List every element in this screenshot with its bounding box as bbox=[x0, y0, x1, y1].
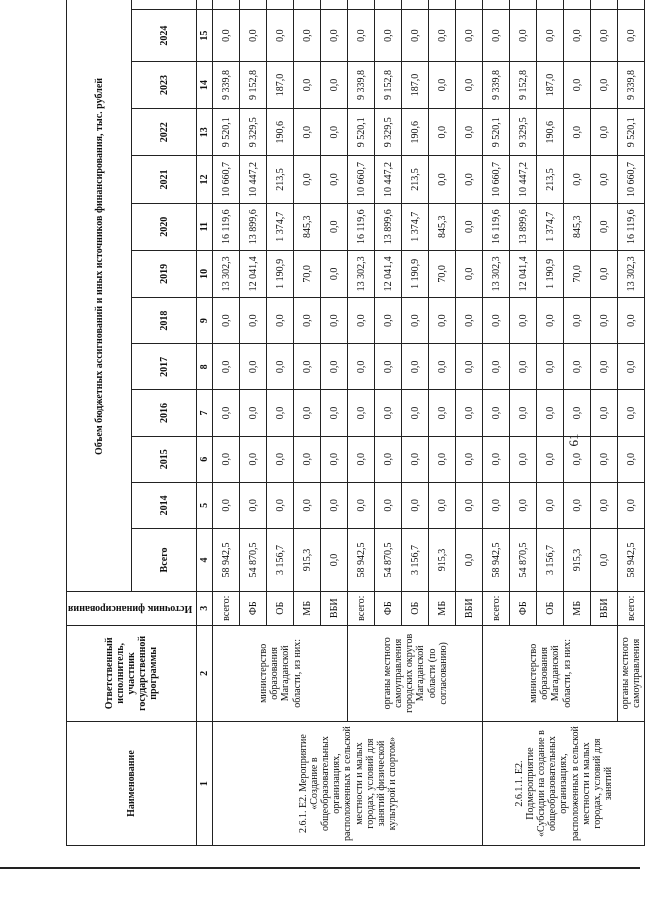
value-cell: 70,0 bbox=[294, 250, 321, 297]
value-cell: 0,0 bbox=[429, 61, 456, 108]
source-cell: ОБ bbox=[537, 591, 564, 625]
header-year: 2024 bbox=[132, 10, 197, 61]
value-cell: 0,0 bbox=[537, 436, 564, 482]
value-cell: 9 339,8 bbox=[618, 61, 645, 108]
value-cell: 0,0 bbox=[402, 482, 429, 528]
value-cell: 0,0 bbox=[456, 482, 483, 528]
value-cell: 58 942,5 bbox=[213, 528, 240, 591]
value-cell: 0,0 bbox=[294, 436, 321, 482]
value-cell: 9 520,1 bbox=[618, 109, 645, 156]
value-cell: 0,0 bbox=[213, 344, 240, 390]
value-cell: 0,0 bbox=[591, 482, 618, 528]
value-cell bbox=[240, 0, 267, 10]
page-number: 61 bbox=[566, 433, 581, 447]
value-cell bbox=[618, 0, 645, 10]
value-cell: 0,0 bbox=[510, 390, 537, 436]
source-cell: ВБИ bbox=[456, 591, 483, 625]
column-number: 3 bbox=[197, 591, 213, 625]
value-cell bbox=[483, 0, 510, 10]
value-cell: 0,0 bbox=[294, 109, 321, 156]
value-cell bbox=[348, 0, 375, 10]
value-cell: 0,0 bbox=[213, 482, 240, 528]
source-cell: ОБ bbox=[267, 591, 294, 625]
value-cell: 0,0 bbox=[294, 10, 321, 61]
value-cell: 10 660,7 bbox=[213, 156, 240, 203]
column-number: 4 bbox=[197, 528, 213, 591]
value-cell: 915,3 bbox=[294, 528, 321, 591]
value-cell: 0,0 bbox=[483, 482, 510, 528]
value-cell: 0,0 bbox=[564, 390, 591, 436]
value-cell: 0,0 bbox=[267, 10, 294, 61]
value-cell: 0,0 bbox=[213, 10, 240, 61]
header-source: Источник финансирования bbox=[67, 591, 197, 625]
value-cell: 0,0 bbox=[456, 390, 483, 436]
executor-cell: органы местного самоуправления bbox=[618, 625, 645, 722]
value-cell bbox=[213, 0, 240, 10]
source-cell: МБ bbox=[564, 591, 591, 625]
executor-cell: министерство образования Магаданской области, из них: bbox=[213, 625, 348, 722]
value-cell: 54 870,5 bbox=[510, 528, 537, 591]
value-cell: 213,5 bbox=[267, 156, 294, 203]
value-cell: 0,0 bbox=[510, 344, 537, 390]
column-number: 1 bbox=[197, 722, 213, 846]
value-cell: 1 190,9 bbox=[537, 250, 564, 297]
value-cell: 0,0 bbox=[537, 390, 564, 436]
value-cell: 3 156,7 bbox=[267, 528, 294, 591]
value-cell: 0,0 bbox=[564, 344, 591, 390]
value-cell bbox=[294, 0, 321, 10]
column-number: 13 bbox=[197, 109, 213, 156]
value-cell: 0,0 bbox=[456, 344, 483, 390]
value-cell: 0,0 bbox=[456, 298, 483, 344]
value-cell: 0,0 bbox=[456, 203, 483, 250]
source-cell: ФБ bbox=[240, 591, 267, 625]
value-cell: 0,0 bbox=[510, 436, 537, 482]
source-cell: ВБИ bbox=[321, 591, 348, 625]
value-cell: 58 942,5 bbox=[618, 528, 645, 591]
value-cell: 9 152,8 bbox=[510, 61, 537, 108]
source-cell: МБ bbox=[429, 591, 456, 625]
value-cell: 1 374,7 bbox=[402, 203, 429, 250]
source-cell: всего: bbox=[213, 591, 240, 625]
value-cell: 0,0 bbox=[456, 436, 483, 482]
value-cell: 0,0 bbox=[564, 436, 591, 482]
value-cell: 9 339,8 bbox=[483, 61, 510, 108]
value-cell: 0,0 bbox=[213, 436, 240, 482]
value-cell: 0,0 bbox=[240, 298, 267, 344]
header-year: 2015 bbox=[132, 436, 197, 482]
value-cell: 0,0 bbox=[618, 344, 645, 390]
value-cell: 0,0 bbox=[618, 10, 645, 61]
value-cell: 12 041,4 bbox=[375, 250, 402, 297]
column-number: 5 bbox=[197, 482, 213, 528]
value-cell: 0,0 bbox=[267, 436, 294, 482]
value-cell: 0,0 bbox=[294, 390, 321, 436]
value-cell: 0,0 bbox=[348, 10, 375, 61]
value-cell: 0,0 bbox=[321, 390, 348, 436]
value-cell: 845,3 bbox=[294, 203, 321, 250]
value-cell: 10 447,2 bbox=[375, 156, 402, 203]
value-cell: 0,0 bbox=[294, 482, 321, 528]
column-number: 2 bbox=[197, 625, 213, 722]
value-cell: 0,0 bbox=[375, 436, 402, 482]
executor-cell: министерство образования Магаданской области, из них: bbox=[483, 625, 618, 722]
value-cell: 9 339,8 bbox=[213, 61, 240, 108]
header-year: 2014 bbox=[132, 482, 197, 528]
value-cell: 70,0 bbox=[564, 250, 591, 297]
value-cell: 1 190,9 bbox=[267, 250, 294, 297]
value-cell: 0,0 bbox=[321, 344, 348, 390]
value-cell: 0,0 bbox=[429, 390, 456, 436]
value-cell: 0,0 bbox=[375, 10, 402, 61]
value-cell: 13 302,3 bbox=[618, 250, 645, 297]
source-cell: ФБ bbox=[510, 591, 537, 625]
value-cell: 0,0 bbox=[213, 298, 240, 344]
value-cell: 0,0 bbox=[402, 344, 429, 390]
value-cell: 13 302,3 bbox=[348, 250, 375, 297]
value-cell: 0,0 bbox=[294, 61, 321, 108]
value-cell: 0,0 bbox=[591, 436, 618, 482]
value-cell: 0,0 bbox=[483, 436, 510, 482]
column-number: 8 bbox=[197, 344, 213, 390]
value-cell: 0,0 bbox=[510, 482, 537, 528]
source-cell: всего: bbox=[348, 591, 375, 625]
header-name: Наименование bbox=[67, 722, 197, 846]
value-cell: 9 339,8 bbox=[348, 61, 375, 108]
value-cell: 187,0 bbox=[402, 61, 429, 108]
value-cell: 0,0 bbox=[618, 298, 645, 344]
header-year: 2020 bbox=[132, 203, 197, 250]
value-cell bbox=[591, 0, 618, 10]
value-cell: 0,0 bbox=[564, 109, 591, 156]
value-cell: 0,0 bbox=[456, 109, 483, 156]
value-cell: 0,0 bbox=[321, 250, 348, 297]
measure-name: 2.6.1. Е2. Мероприятие «Создание в общеобразовательных организациях, расположенных в сельской местности и малых городах, условий для занятий физической культурой и спортом» bbox=[213, 722, 483, 846]
table-row bbox=[213, 0, 240, 846]
value-cell: 10 660,7 bbox=[483, 156, 510, 203]
value-cell: 16 119,6 bbox=[213, 203, 240, 250]
value-cell: 0,0 bbox=[429, 156, 456, 203]
value-cell: 0,0 bbox=[321, 482, 348, 528]
column-number: 9 bbox=[197, 298, 213, 344]
source-cell: ОБ bbox=[402, 591, 429, 625]
value-cell: 0,0 bbox=[294, 344, 321, 390]
executor-cell: органы местного самоуправления городских округов Магаданской области (по согласованию) bbox=[348, 625, 483, 722]
value-cell: 0,0 bbox=[321, 298, 348, 344]
header-total: Всего bbox=[132, 528, 197, 591]
value-cell: 0,0 bbox=[564, 10, 591, 61]
value-cell: 0,0 bbox=[294, 298, 321, 344]
header-year: 2018 bbox=[132, 298, 197, 344]
value-cell: 0,0 bbox=[483, 298, 510, 344]
value-cell: 9 520,1 bbox=[348, 109, 375, 156]
value-cell: 0,0 bbox=[537, 482, 564, 528]
value-cell: 0,0 bbox=[429, 298, 456, 344]
funding-table-rotated bbox=[66, 0, 643, 846]
value-cell: 0,0 bbox=[483, 390, 510, 436]
header-executor: Ответственный исполнитель, участник государственной программы bbox=[67, 625, 197, 722]
value-cell: 190,6 bbox=[402, 109, 429, 156]
value-cell: 0,0 bbox=[591, 203, 618, 250]
value-cell: 0,0 bbox=[321, 156, 348, 203]
value-cell: 0,0 bbox=[591, 528, 618, 591]
value-cell: 54 870,5 bbox=[240, 528, 267, 591]
value-cell: 0,0 bbox=[591, 344, 618, 390]
value-cell: 0,0 bbox=[429, 436, 456, 482]
value-cell: 3 156,7 bbox=[537, 528, 564, 591]
value-cell: 16 119,6 bbox=[348, 203, 375, 250]
value-cell: 0,0 bbox=[375, 482, 402, 528]
value-cell: 16 119,6 bbox=[618, 203, 645, 250]
value-cell: 0,0 bbox=[618, 390, 645, 436]
value-cell: 9 329,5 bbox=[375, 109, 402, 156]
value-cell: 0,0 bbox=[267, 390, 294, 436]
header-year: 2023 bbox=[132, 61, 197, 108]
value-cell: 0,0 bbox=[618, 436, 645, 482]
header-year: 2016 bbox=[132, 390, 197, 436]
value-cell: 54 870,5 bbox=[375, 528, 402, 591]
value-cell: 190,6 bbox=[267, 109, 294, 156]
footer-rule bbox=[0, 867, 640, 869]
value-cell: 9 152,8 bbox=[375, 61, 402, 108]
value-cell: 10 660,7 bbox=[618, 156, 645, 203]
value-cell: 0,0 bbox=[321, 436, 348, 482]
value-cell: 845,3 bbox=[564, 203, 591, 250]
value-cell: 0,0 bbox=[375, 298, 402, 344]
header-year: 2021 bbox=[132, 156, 197, 203]
source-cell: всего: bbox=[483, 591, 510, 625]
value-cell: 187,0 bbox=[267, 61, 294, 108]
column-number: 15 bbox=[197, 10, 213, 61]
value-cell: 0,0 bbox=[321, 10, 348, 61]
value-cell: 0,0 bbox=[348, 482, 375, 528]
value-cell: 10 660,7 bbox=[348, 156, 375, 203]
value-cell: 0,0 bbox=[456, 250, 483, 297]
column-number: 12 bbox=[197, 156, 213, 203]
value-cell: 0,0 bbox=[321, 528, 348, 591]
value-cell: 58 942,5 bbox=[348, 528, 375, 591]
value-cell: 0,0 bbox=[483, 10, 510, 61]
value-cell: 0,0 bbox=[267, 298, 294, 344]
value-cell: 0,0 bbox=[375, 344, 402, 390]
value-cell: 0,0 bbox=[564, 61, 591, 108]
value-cell: 0,0 bbox=[537, 298, 564, 344]
value-cell: 0,0 bbox=[240, 436, 267, 482]
header-year: 2019 bbox=[132, 250, 197, 297]
source-cell: МБ bbox=[294, 591, 321, 625]
column-number: 6 bbox=[197, 436, 213, 482]
value-cell: 0,0 bbox=[240, 10, 267, 61]
value-cell: 0,0 bbox=[510, 298, 537, 344]
value-cell: 9 520,1 bbox=[213, 109, 240, 156]
value-cell: 187,0 bbox=[537, 61, 564, 108]
value-cell: 0,0 bbox=[402, 436, 429, 482]
funding-table bbox=[66, 0, 645, 846]
value-cell: 13 302,3 bbox=[483, 250, 510, 297]
value-cell: 0,0 bbox=[213, 390, 240, 436]
value-cell: 0,0 bbox=[429, 344, 456, 390]
value-cell: 12 041,4 bbox=[240, 250, 267, 297]
value-cell: 13 302,3 bbox=[213, 250, 240, 297]
value-cell: 0,0 bbox=[240, 390, 267, 436]
value-cell: 0,0 bbox=[375, 390, 402, 436]
value-cell: 845,3 bbox=[429, 203, 456, 250]
value-cell: 0,0 bbox=[402, 298, 429, 344]
value-cell: 0,0 bbox=[348, 390, 375, 436]
value-cell: 0,0 bbox=[483, 344, 510, 390]
value-cell: 915,3 bbox=[429, 528, 456, 591]
value-cell: 0,0 bbox=[456, 156, 483, 203]
value-cell: 0,0 bbox=[348, 298, 375, 344]
table-row bbox=[618, 0, 645, 846]
column-number: 7 bbox=[197, 390, 213, 436]
value-cell: 9 329,5 bbox=[240, 109, 267, 156]
value-cell: 0,0 bbox=[456, 528, 483, 591]
value-cell: 0,0 bbox=[294, 156, 321, 203]
value-cell: 58 942,5 bbox=[483, 528, 510, 591]
measure-name: 2.6.1.1. Е2. Подмероприятие «Субсидии на создание в общеобразовательных организациях, расположенных в сельской местности и малых городах, условий для занятий bbox=[483, 722, 645, 846]
value-cell: 0,0 bbox=[348, 344, 375, 390]
value-cell: 0,0 bbox=[591, 109, 618, 156]
table-row bbox=[483, 0, 510, 846]
value-cell: 0,0 bbox=[510, 10, 537, 61]
header-year bbox=[132, 0, 197, 10]
value-cell bbox=[537, 0, 564, 10]
column-number: 11 bbox=[197, 203, 213, 250]
value-cell: 0,0 bbox=[618, 482, 645, 528]
column-number bbox=[197, 0, 213, 10]
value-cell: 9 520,1 bbox=[483, 109, 510, 156]
value-cell bbox=[375, 0, 402, 10]
value-cell: 13 899,6 bbox=[375, 203, 402, 250]
value-cell: 0,0 bbox=[402, 10, 429, 61]
value-cell: 13 899,6 bbox=[510, 203, 537, 250]
value-cell: 9 329,5 bbox=[510, 109, 537, 156]
value-cell: 0,0 bbox=[402, 390, 429, 436]
value-cell: 190,6 bbox=[537, 109, 564, 156]
value-cell bbox=[267, 0, 294, 10]
value-cell: 10 447,2 bbox=[510, 156, 537, 203]
value-cell bbox=[456, 0, 483, 10]
value-cell: 0,0 bbox=[564, 156, 591, 203]
value-cell bbox=[510, 0, 537, 10]
value-cell: 0,0 bbox=[591, 61, 618, 108]
value-cell: 0,0 bbox=[537, 344, 564, 390]
value-cell: 0,0 bbox=[267, 344, 294, 390]
value-cell: 9 152,8 bbox=[240, 61, 267, 108]
value-cell: 70,0 bbox=[429, 250, 456, 297]
value-cell: 915,3 bbox=[564, 528, 591, 591]
value-cell: 0,0 bbox=[591, 390, 618, 436]
table-row bbox=[348, 0, 375, 846]
value-cell: 0,0 bbox=[591, 10, 618, 61]
column-number: 14 bbox=[197, 61, 213, 108]
source-cell: ФБ bbox=[375, 591, 402, 625]
value-cell: 0,0 bbox=[564, 298, 591, 344]
value-cell: 3 156,7 bbox=[402, 528, 429, 591]
value-cell: 13 899,6 bbox=[240, 203, 267, 250]
value-cell: 0,0 bbox=[240, 482, 267, 528]
value-cell: 0,0 bbox=[348, 436, 375, 482]
value-cell bbox=[402, 0, 429, 10]
source-cell: всего: bbox=[618, 591, 645, 625]
value-cell: 0,0 bbox=[240, 344, 267, 390]
value-cell: 1 374,7 bbox=[267, 203, 294, 250]
value-cell: 0,0 bbox=[429, 10, 456, 61]
value-cell: 10 447,2 bbox=[240, 156, 267, 203]
value-cell: 12 041,4 bbox=[510, 250, 537, 297]
header-year: 2017 bbox=[132, 344, 197, 390]
value-cell: 1 374,7 bbox=[537, 203, 564, 250]
value-cell: 0,0 bbox=[429, 109, 456, 156]
value-cell: 0,0 bbox=[591, 298, 618, 344]
header-funding: Объем бюджетных ассигнований и иных источников финансирования, тыс. рублей bbox=[67, 0, 132, 591]
value-cell: 213,5 bbox=[402, 156, 429, 203]
value-cell: 0,0 bbox=[321, 61, 348, 108]
value-cell bbox=[429, 0, 456, 10]
value-cell: 0,0 bbox=[591, 156, 618, 203]
column-number: 10 bbox=[197, 250, 213, 297]
value-cell: 0,0 bbox=[321, 203, 348, 250]
value-cell: 0,0 bbox=[537, 10, 564, 61]
value-cell: 1 190,9 bbox=[402, 250, 429, 297]
value-cell bbox=[564, 0, 591, 10]
value-cell: 0,0 bbox=[564, 482, 591, 528]
value-cell: 0,0 bbox=[267, 482, 294, 528]
source-cell: ВБИ bbox=[591, 591, 618, 625]
value-cell: 16 119,6 bbox=[483, 203, 510, 250]
header-year: 2022 bbox=[132, 109, 197, 156]
value-cell: 213,5 bbox=[537, 156, 564, 203]
value-cell: 0,0 bbox=[456, 61, 483, 108]
value-cell: 0,0 bbox=[591, 250, 618, 297]
value-cell: 0,0 bbox=[456, 10, 483, 61]
value-cell: 0,0 bbox=[321, 109, 348, 156]
value-cell: 0,0 bbox=[429, 482, 456, 528]
value-cell bbox=[321, 0, 348, 10]
